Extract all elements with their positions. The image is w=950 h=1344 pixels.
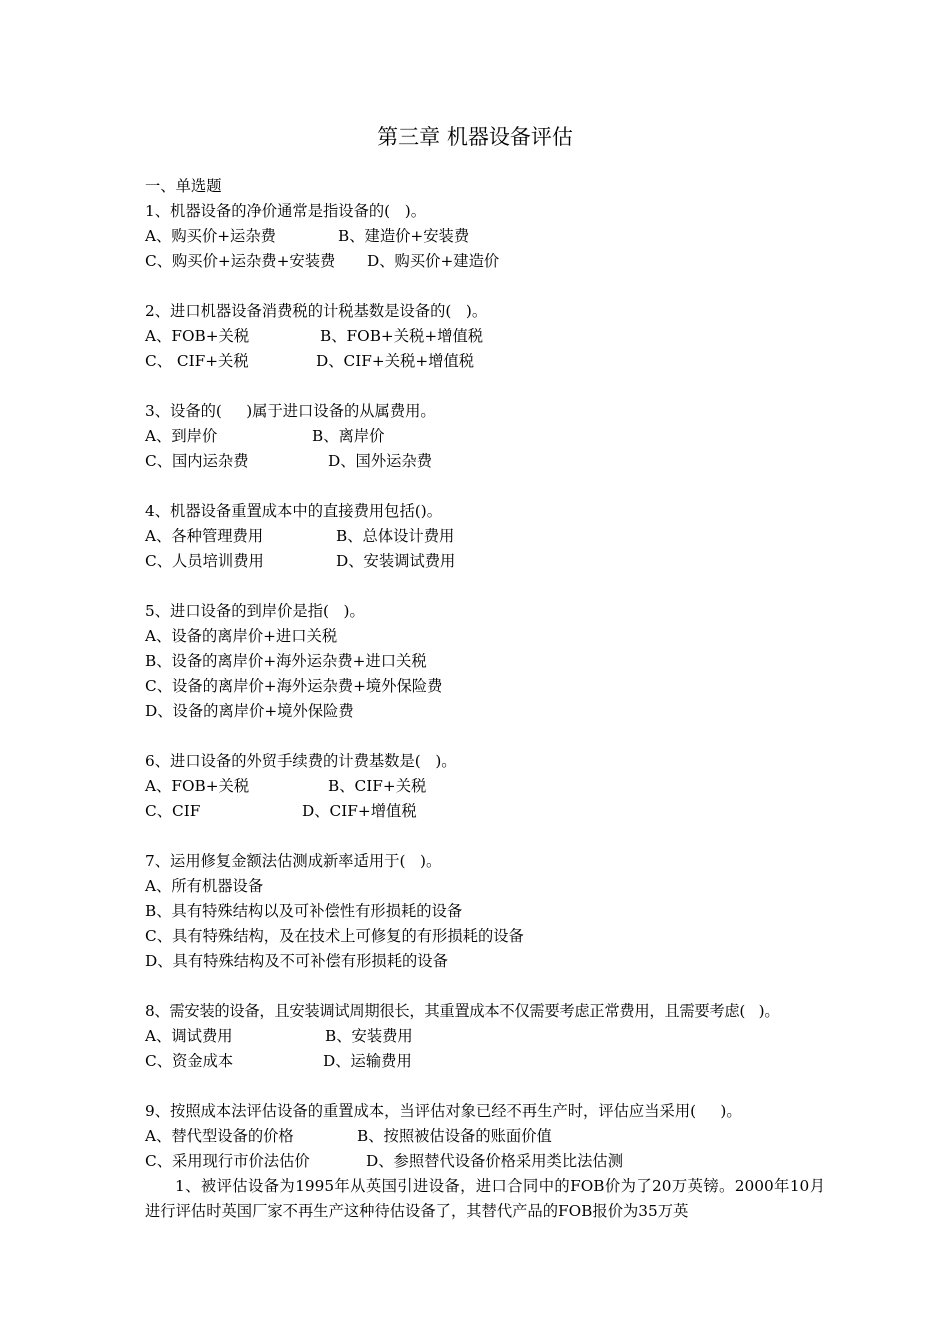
- option-d: D、国外运杂费: [328, 452, 433, 470]
- option-row: [145, 1024, 825, 1049]
- option-d: D、CIF+增值税: [302, 802, 417, 820]
- option-c: C、 CIF+关税: [145, 352, 249, 370]
- question-stem: 1、机器设备的净价通常是指设备的( )。: [145, 202, 427, 220]
- question-stem: 3、设备的( )属于进口设备的从属费用。: [145, 402, 436, 420]
- question-stem: 7、运用修复金额法估测成新率适用于( )。: [145, 852, 442, 870]
- question-block: [145, 399, 825, 474]
- option-row: [145, 249, 825, 274]
- option-a: A、各种管理费用: [145, 527, 264, 545]
- option-a: A、购买价+运杂费: [145, 227, 276, 245]
- option-row: [145, 549, 825, 574]
- option-b: B、离岸价: [312, 427, 385, 445]
- option-row: [145, 1124, 825, 1149]
- option-d: D、安装调试费用: [336, 552, 456, 570]
- option-c: C、资金成本: [145, 1052, 234, 1070]
- option-row: [145, 224, 825, 249]
- question-block: [145, 299, 825, 374]
- question-block: [145, 1099, 825, 1174]
- option-d: D、具有特殊结构及不可补偿有形损耗的设备: [145, 952, 448, 970]
- question-block: [145, 599, 825, 724]
- option-b: B、按照被估设备的账面价值: [357, 1127, 552, 1145]
- question-stem: 9、按照成本法评估设备的重置成本，当评估对象已经不再生产时，评估应当采用( )。: [145, 1102, 742, 1120]
- option-row: [145, 799, 825, 824]
- option-b: B、CIF+关税: [328, 777, 427, 795]
- option-row: [145, 324, 825, 349]
- option-b: B、建造价+安装费: [338, 227, 470, 245]
- blank-line: [145, 374, 825, 399]
- option-a: A、设备的离岸价+进口关税: [145, 627, 338, 645]
- option-c: C、国内运杂费: [145, 452, 249, 470]
- question-stem: 8、需安装的设备，且安装调试周期很长，其重置成本不仅需要考虑正常费用，且需要考虑( )。: [145, 1002, 780, 1020]
- option-a: A、所有机器设备: [145, 877, 264, 895]
- option-b: B、设备的离岸价+海外运杂费+进口关税: [145, 652, 427, 670]
- option-c: C、采用现行市价法估价: [145, 1152, 310, 1170]
- option-d: D、运输费用: [323, 1052, 412, 1070]
- option-d: D、设备的离岸价+境外保险费: [145, 702, 354, 720]
- option-row: [145, 774, 825, 799]
- option-d: D、参照替代设备价格采用类比法估测: [366, 1152, 624, 1170]
- option-row: [145, 1149, 825, 1174]
- blank-line: [145, 474, 825, 499]
- question-block: [145, 749, 825, 824]
- option-b: B、总体设计费用: [336, 527, 455, 545]
- option-c: C、具有特殊结构，及在技术上可修复的有形损耗的设备: [145, 927, 524, 945]
- option-b: B、具有特殊结构以及可补偿性有形损耗的设备: [145, 902, 463, 920]
- option-a: A、替代型设备的价格: [145, 1127, 294, 1145]
- section-heading: 一、单选题: [145, 177, 222, 195]
- option-a: A、到岸价: [145, 427, 218, 445]
- blank-line: [145, 724, 825, 749]
- option-c: C、人员培训费用: [145, 552, 264, 570]
- option-d: D、购买价+建造价: [367, 252, 500, 270]
- question-block: [145, 499, 825, 574]
- question-block: [145, 849, 825, 974]
- option-b: B、FOB+关税+增值税: [320, 327, 484, 345]
- blank-line: [145, 574, 825, 599]
- calculation-paragraph: 1、被评估设备为1995年从英国引进设备，进口合同中的FOB价为了20万英镑。2000年10月进行评估时英国厂家不再生产这种待估设备了，其替代产品的FOB报价为35万英: [145, 1177, 825, 1220]
- option-a: A、调试费用: [145, 1027, 233, 1045]
- option-b: B、安装费用: [325, 1027, 413, 1045]
- blank-line: [145, 974, 825, 999]
- option-row: [145, 449, 825, 474]
- document-body: [145, 174, 825, 1224]
- option-a: A、FOB+关税: [145, 327, 250, 345]
- chapter-title: 第三章 机器设备评估: [377, 125, 573, 149]
- option-row: [145, 349, 825, 374]
- question-stem: 2、进口机器设备消费税的计税基数是设备的( )。: [145, 302, 488, 320]
- blank-line: [145, 274, 825, 299]
- option-row: [145, 424, 825, 449]
- option-c: C、设备的离岸价+海外运杂费+境外保险费: [145, 677, 443, 695]
- option-a: A、FOB+关税: [145, 777, 250, 795]
- question-stem: 5、进口设备的到岸价是指( )。: [145, 602, 365, 620]
- option-row: [145, 1049, 825, 1074]
- blank-line: [145, 824, 825, 849]
- question-stem: 6、进口设备的外贸手续费的计费基数是( )。: [145, 752, 457, 770]
- option-d: D、CIF+关税+增值税: [316, 352, 475, 370]
- question-block: [145, 999, 825, 1074]
- option-c: C、购买价+运杂费+安装费: [145, 252, 336, 270]
- question-block: [145, 199, 825, 274]
- blank-line: [145, 1074, 825, 1099]
- option-c: C、CIF: [145, 802, 201, 820]
- question-stem: 4、机器设备重置成本中的直接费用包括()。: [145, 502, 443, 520]
- option-row: [145, 524, 825, 549]
